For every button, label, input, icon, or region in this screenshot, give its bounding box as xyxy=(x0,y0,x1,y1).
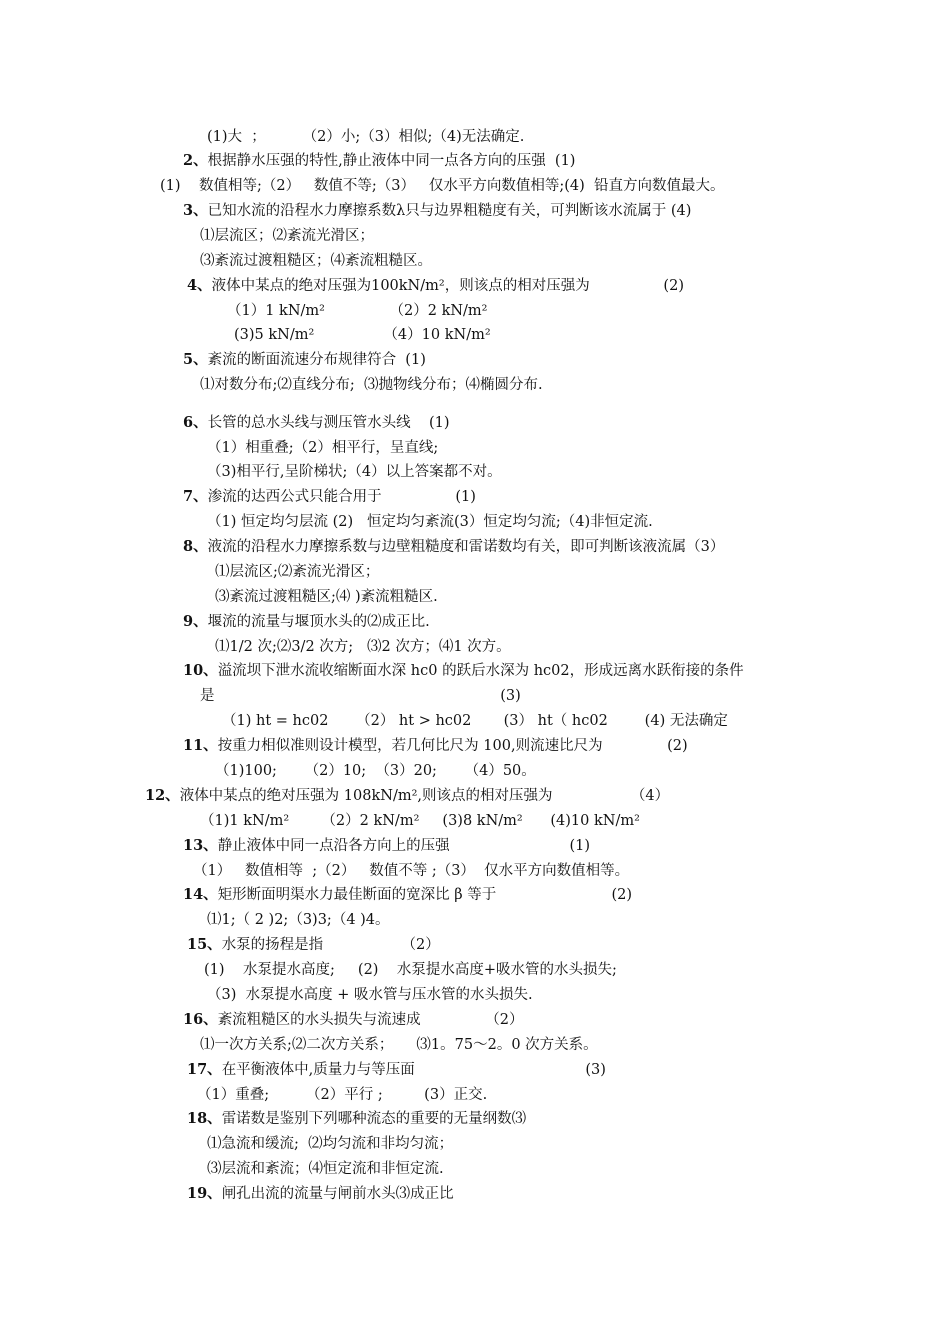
q3-options-a: ⑴层流区；⑵紊流光滑区； xyxy=(200,228,374,244)
q7-stem: 7、渗流的达西公式只能合用于 (1) xyxy=(183,488,476,505)
q4-options-b: (3)5 kN/m² （4）10 kN/m² xyxy=(234,327,491,343)
q8-options-b: ⑶紊流过渡粗糙区;⑷ )紊流粗糙区. xyxy=(215,589,438,605)
q2-options: (1) 数值相等;（2） 数值不等;（3） 仅水平方向数值相等;(4) 铅直方向数值最大。 xyxy=(160,178,725,194)
q4-stem: 4、液体中某点的绝对压强为100kN/m²，则该点的相对压强为 (2) xyxy=(187,277,684,294)
q17-stem: 17、在平衡液体中,质量力与等压面 (3) xyxy=(187,1061,606,1078)
q19-stem: 19、闸孔出流的流量与闸前水头⑶成正比 xyxy=(187,1185,454,1202)
q17-options: （1）重叠; （2）平行 ; (3）正交. xyxy=(197,1087,488,1103)
q9-stem: 9、堰流的流量与堰顶水头的⑵成正比. xyxy=(183,613,430,630)
q12-options: （1)1 kN/m² （2）2 kN/m² (3)8 kN/m² (4)10 kN/m² xyxy=(200,813,640,829)
q18-stem: 18、雷诺数是鉴别下列哪种流态的重要的无量纲数⑶ xyxy=(187,1110,527,1127)
q9-options: ⑴1/2 次;⑵3/2 次方; ⑶2 次方；⑷1 次方。 xyxy=(215,639,511,655)
q7-options: （1) 恒定均匀层流 (2) 恒定均匀紊流(3）恒定均匀流;（4)非恒定流. xyxy=(207,514,653,530)
q13-stem: 13、静止液体中同一点沿各方向上的压强 (1) xyxy=(183,837,591,854)
q6-options-b: （3)相平行,呈阶梯状;（4）以上答案都不对。 xyxy=(207,464,502,480)
q3-stem: 3、已知水流的沿程水力摩擦系数λ只与边界粗糙度有关，可判断该水流属于 (4) xyxy=(183,202,692,219)
q15-options-b: （3) 水泵提水高度 + 吸水管与压水管的水头损失. xyxy=(207,987,533,1003)
q6-options-a: （1）相重叠;（2）相平行，呈直线; xyxy=(207,440,439,456)
q5-stem: 5、紊流的断面流速分布规律符合 (1) xyxy=(183,351,426,368)
q14-stem: 14、矩形断面明渠水力最佳断面的宽深比 β 等于 (2) xyxy=(183,886,633,903)
q10-stem-cont: 是 (3) xyxy=(200,688,521,704)
q18-options-b: ⑶层流和紊流；⑷恒定流和非恒定流. xyxy=(207,1161,444,1177)
q10-options: （1) ht = hc02 （2） ht > hc02 (3） ht（ hc02 (4) 无法确定 xyxy=(222,713,728,729)
q11-options: （1)100; （2）10; （3）20; （4）50。 xyxy=(215,763,536,779)
q8-stem: 8、液流的沿程水力摩擦系数与边壁粗糙度和雷诺数均有关，即可判断该液流属（3） xyxy=(183,538,725,555)
q5-options: ⑴对数分布;⑵直线分布; ⑶抛物线分布；⑷椭圆分布. xyxy=(200,377,543,393)
q15-stem: 15、水泵的扬程是指 （2） xyxy=(187,936,440,953)
q1-options: (1)大 ； （2）小;（3）相似;（4)无法确定. xyxy=(207,129,525,145)
q16-options: ⑴一次方关系;⑵二次方关系； ⑶1。75～2。0 次方关系。 xyxy=(200,1037,598,1053)
q6-stem: 6、长管的总水头线与测压管水头线 (1) xyxy=(183,414,450,431)
q8-options-a: ⑴层流区;⑵紊流光滑区； xyxy=(215,564,380,580)
q11-stem: 11、按重力相似准则设计模型，若几何比尺为 100,则流速比尺为 (2) xyxy=(183,737,688,754)
q12-stem: 12、液体中某点的绝对压强为 108kN/m²,则该点的相对压强为 （4） xyxy=(145,787,670,804)
q4-options-a: （1）1 kN/m² （2）2 kN/m² xyxy=(227,303,488,319)
q10-stem: 10、溢流坝下泄水流收缩断面水深 hc0 的跃后水深为 hc02，形成远离水跃衔接的条件 xyxy=(183,662,744,679)
q13-options: （1） 数值相等 ;（2） 数值不等 ;（3） 仅水平方向数值相等。 xyxy=(193,863,630,879)
q15-options-a: (1) 水泵提水高度; (2) 水泵提水高度+吸水管的水头损失; xyxy=(204,962,617,978)
q16-stem: 16、紊流粗糙区的水头损失与流速成 （2） xyxy=(183,1011,524,1028)
q14-options: ⑴1;（ 2 )2;（3)3;（4 )4。 xyxy=(207,912,390,928)
q18-options-a: ⑴急流和缓流; ⑵均匀流和非均匀流； xyxy=(207,1136,454,1152)
q2-stem: 2、根据静水压强的特性,静止液体中同一点各方向的压强 (1) xyxy=(183,152,576,169)
q3-options-b: ⑶紊流过渡粗糙区；⑷紊流粗糙区。 xyxy=(200,253,432,269)
